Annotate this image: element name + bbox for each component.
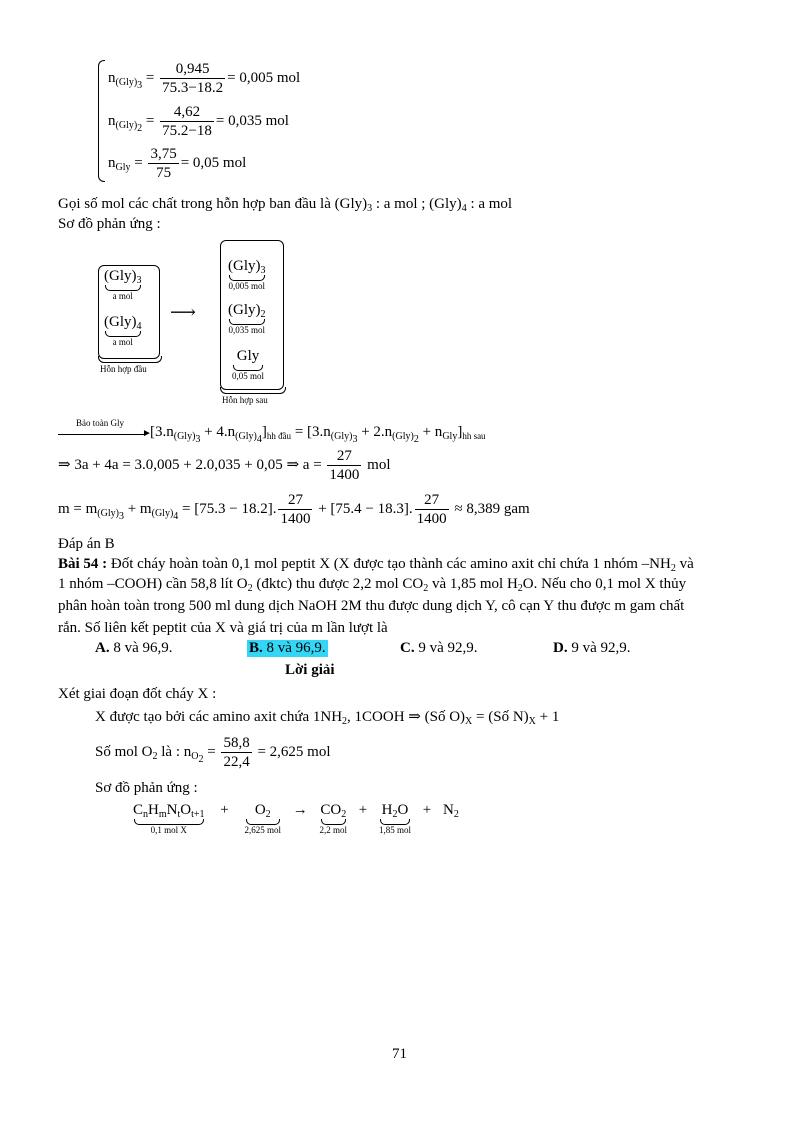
- product-co2: $CO_2$ 2,2 mol: [319, 802, 348, 835]
- answer-previous: Đáp án B: [58, 536, 115, 552]
- problem-line-1: Bài 54 : Đốt cháy hoàn toàn 0,1 mol peptit X (X được tạo thành các amino axit chỉ chứa 1 nhóm $-NH_2$ và: [58, 556, 694, 574]
- left-brace-system: [98, 60, 105, 182]
- scheme-right-gly2: $(Gly)_2$ 0,035 mol: [228, 302, 266, 335]
- scheme-right-gly: Gly 0,05 mol: [232, 348, 265, 381]
- paragraph-reaction-scheme-label: Sơ đồ phản ứng :: [58, 216, 161, 232]
- solution-line-1: Xét giai đoạn đốt cháy X :: [58, 686, 217, 702]
- equation-n-gly: $n_{Gly}$ = $\frac{3,75}{75}$ = 0,05 mol: [108, 146, 247, 181]
- solution-title: Lời giải: [285, 662, 335, 678]
- product-n2: $N_2$: [442, 802, 459, 820]
- equation-solve-a: ⇒ 3a + 4a = 3.0,005 + 2.0,035 + 0,05 ⇒ a = $\frac{27}{1400}$ mol: [58, 448, 391, 483]
- equation-gly-conservation: Bảo toàn Gly ► $[3.n_{(Gly)_3} + 4.n_{(Gly)_4}]_{hh đầu} = [3.n_{(Gly)_3} + 2.n_{(Gly)_2} + n_{Gly}]_{hh sau}$: [58, 424, 486, 441]
- solution-line-2: X được tạo bởi các amino axit chứa $1NH_2$, 1COOH ⇒ (Số $O)_X$ = (Số $N)_X + 1$: [95, 709, 560, 727]
- option-d: D. 9 và 92,9.: [553, 640, 631, 656]
- problem-line-4: rắn. Số liên kết peptit của X và giá trị của m lần lượt là: [58, 620, 388, 636]
- equation-mass-m: $m = m_{(Gly)_3} + m_{(Gly)_4} = [75.3 - 18.2]$. $\frac{27}{1400}$ + [75.4 − 18.3]. $\frac{27}{1400}$ ≈ 8,389 gam: [58, 492, 530, 527]
- solution-line-4: Sơ đồ phản ứng :: [95, 780, 198, 796]
- label-final-mixture: Hỗn hợp sau: [222, 395, 268, 405]
- product-h2o: $H_2O$ 1,85 mol: [379, 802, 412, 835]
- option-c: C. 9 và 92,9.: [400, 640, 478, 656]
- option-b-highlighted: B. 8 và 96,9.: [249, 640, 326, 656]
- solution-line-3: Số mol $O_2$ là : $n_{O_2}$ = $\frac{58,8}{22,4}$ = 2,625 mol: [95, 735, 331, 770]
- problem-line-3: phân hoàn toàn trong 500 ml dung dịch NaOH 2M thu được dung dịch Y, cô cạn Y thu được m gam chất: [58, 598, 685, 614]
- paragraph-mol-assumption: Gọi số mol các chất trong hỗn hợp ban đầu là $(Gly)_3$ : a mol ; $(Gly)_4$ : a mol: [58, 196, 513, 214]
- page-number: 71: [392, 1046, 407, 1062]
- equation-n-gly3: $n_{(Gly)_3}$ = $\frac{0,945}{75.3-18.2}$ = 0,005 mol: [108, 61, 301, 96]
- option-a: A. 8 và 96,9.: [95, 640, 173, 656]
- label-initial-mixture: Hỗn hợp đầu: [100, 364, 147, 374]
- scheme-left-gly3: $(Gly)_3$ a mol: [104, 268, 142, 301]
- arrow-icon: ⟶: [170, 302, 196, 322]
- scheme-right-gly3: $(Gly)_3$ 0,005 mol: [228, 258, 266, 291]
- reactant-o2: $O_2$ 2,625 mol: [244, 802, 282, 835]
- equation-n-gly2: $n_{(Gly)_2}$ = $\frac{4,62}{75.2-18}$ = 0,035 mol: [108, 104, 289, 139]
- reaction-scheme-2: $C_nH_mN_tO_{t+1}$ 0,1 mol X + $O_2$ 2,625 mol → $CO_2$ 2,2 mol + $H_2O$ 1,85 mol + $N_2$: [133, 802, 459, 835]
- scheme-left-gly4: $(Gly)_4$ a mol: [104, 314, 142, 347]
- reactant-peptide: $C_nH_mN_tO_{t+1}$ 0,1 mol X: [133, 802, 205, 835]
- problem-line-2: 1 nhóm –COOH) cần 58,8 lít $O_2$ (đktc) thu được 2,2 mol $CO_2$ và 1,85 mol $H_2O$. Nếu cho 0,1 mol X thủy: [58, 576, 687, 594]
